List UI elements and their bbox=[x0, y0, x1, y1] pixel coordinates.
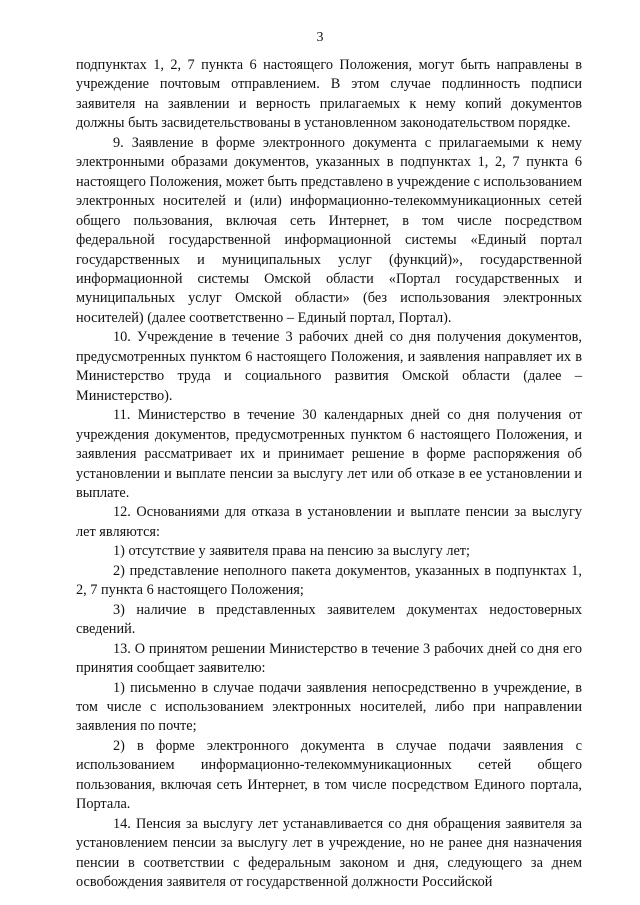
paragraph-11: 11. Министерство в течение 30 календарных дней со дня получения от учреждения документов, предусмотренных пунктом 6 настоящего Положения, и заявления рассматривает их и принимает решение в форме распоряжения об установлении и выплате пенсии за выслугу лет или об отказе в ее установлении и выплате. bbox=[76, 407, 582, 501]
list-item-12-3: 3) наличие в представленных заявителем документах недостоверных сведений. bbox=[76, 601, 582, 638]
paragraph-10: 10. Учреждение в течение 3 рабочих дней со дня получения документов, предусмотренных пунктом 6 настоящего Положения, и заявления направляет их в Министерство труда и социального развития Омской области (далее – Министерство). bbox=[76, 329, 582, 404]
list-item-13-2: 2) в форме электронного документа в случае подачи заявления с использованием информационно-телекоммуникационных сетей общего пользования, включая сеть Интернет, в том числе посредством Единого портала, Портала. bbox=[76, 737, 582, 813]
paragraph-13: 13. О принятом решении Министерство в течение 3 рабочих дней со дня его принятия сообщает заявителю: bbox=[76, 640, 582, 677]
document-body bbox=[76, 56, 582, 892]
paragraph-12: 12. Основаниями для отказа в установлении и выплате пенсии за выслугу лет являются: bbox=[76, 504, 582, 540]
page-number: 3 bbox=[316, 30, 324, 45]
paragraph-14: 14. Пенсия за выслугу лет устанавливается со дня обращения заявителя за установлением пенсии за выслугу лет в учреждение, но не ранее дня назначения пенсии в соответствии с федеральным законом и дня, следующего за днем освобождения заявителя от государственной должности Российской bbox=[76, 815, 582, 891]
paragraph-9: 9. Заявление в форме электронного документа с прилагаемыми к нему электронными образами документов, указанных в подпунктах 1, 2, 7 пункта 6 настоящего Положения, может быть представлено в учреждение с использованием электронных носителей и (или) информационно-телекоммуникационных сетей общего пользования, включая сеть Интернет, в том числе посредством федеральной государственной информационной системы «Единый портал государственных и муниципальных услуг (функций)», государственной информационной системы Омской области «Портал государственных и муниципальных услуг Омской области» (без использования электронных носителей) (далее соответственно – Единый портал, Портал). bbox=[76, 134, 582, 326]
list-item-13-1: 1) письменно в случае подачи заявления непосредственно в учреждение, в том числе с использованием электронных носителей, либо при направлении заявления по почте; bbox=[76, 679, 582, 735]
list-item-12-1: 1) отсутствие у заявителя права на пенсию за выслугу лет; bbox=[113, 543, 471, 560]
list-item-12-2: 2) представление неполного пакета документов, указанных в подпунктах 1, 2, 7 пункта 6 настоящего Положения; bbox=[76, 562, 582, 599]
paragraph-continuation: подпунктах 1, 2, 7 пункта 6 настоящего Положения, могут быть направлены в учреждение почтовым отправлением. В этом случае подлинность подписи заявителя на заявлении и верность прилагаемых к нему копий документов должны быть засвидетельствованы в установленном законодательством порядке. bbox=[76, 57, 582, 132]
